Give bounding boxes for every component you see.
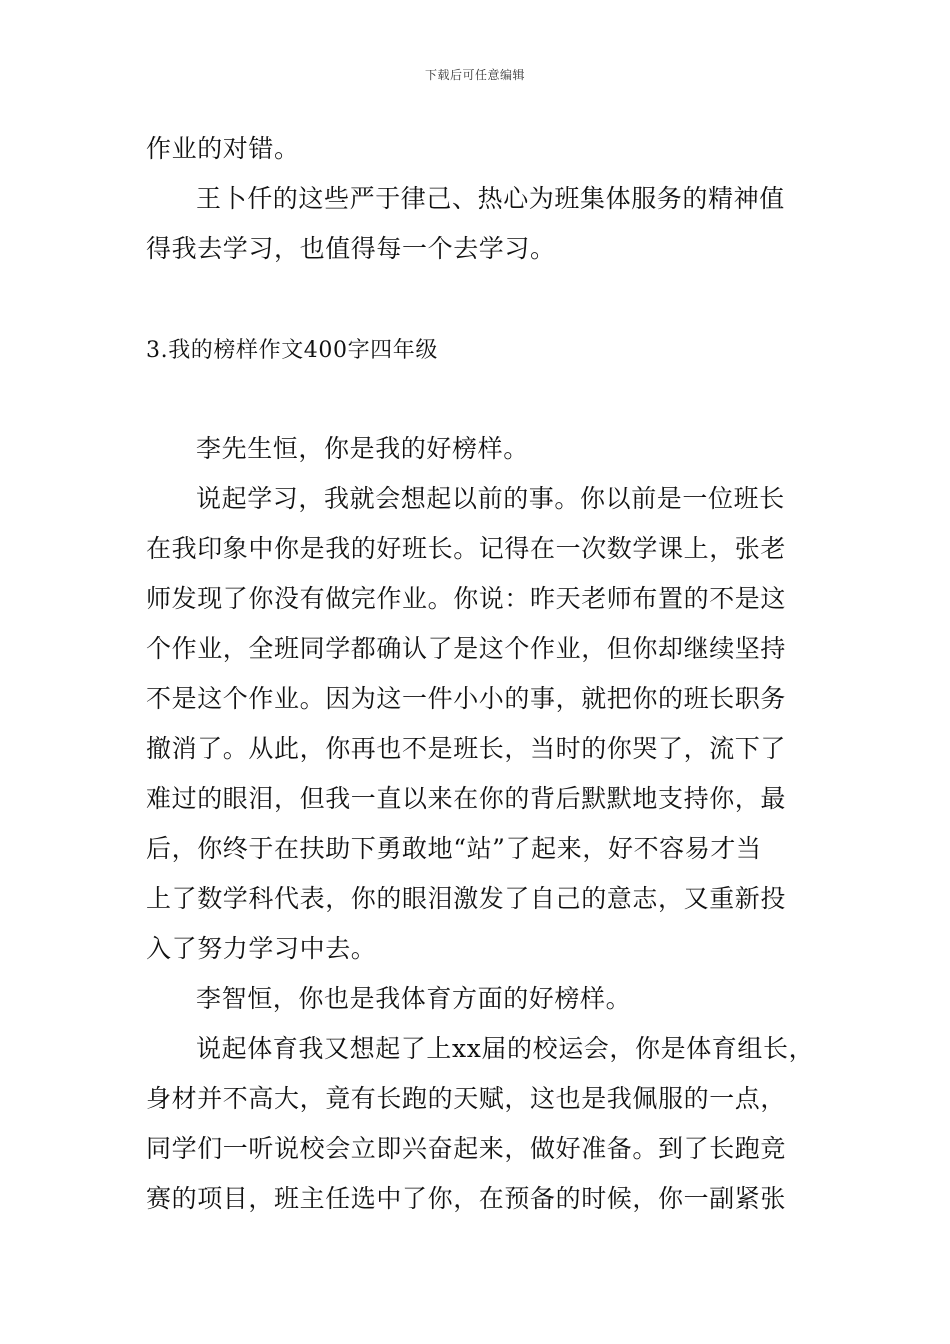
text-line: 李先生恒，你是我的好榜样。 [196,434,529,463]
text-line: 不是这个作业。因为这一件小小的事，就把你的班长职务 [146,684,787,713]
text-line: 说起体育我又想起了上xx届的校运会，你是体育组长， [196,1034,815,1063]
text-line: 撤消了。从此，你再也不是班长，当时的你哭了，流下了 [146,734,787,763]
text-line: 李智恒，你也是我体育方面的好榜样。 [196,984,632,1013]
text-line: 上了数学科代表，你的眼泪激发了自己的意志，又重新投 [146,884,787,913]
text-line: 作业的对错。 [146,134,300,163]
text-line: 在我印象中你是我的好班长。记得在一次数学课上，张老 [146,534,787,563]
text-line: 说起学习，我就会想起以前的事。你以前是一位班长 [196,484,785,513]
text-line: 师发现了你没有做完作业。你说：昨天老师布置的不是这 [146,584,787,613]
text-line: 入了努力学习中去。 [146,934,377,963]
section-heading: 3.我的榜样作文400字四年级 [146,338,438,363]
text-line: 身材并不高大，竟有长跑的天赋，这也是我佩服的一点， [146,1084,787,1113]
text-line: 后，你终于在扶助下勇敢地“站”了起来，好不容易才当 [146,834,762,863]
text-line: 同学们一听说校会立即兴奋起来，做好准备。到了长跑竞 [146,1134,787,1163]
text-line: 得我去学习，也值得每一个去学习。 [146,234,556,263]
header-note: 下载后可任意编辑 [424,68,525,82]
text-line: 王卜仟的这些严于律己、热心为班集体服务的精神值 [196,184,785,213]
text-line: 个作业，全班同学都确认了是这个作业，但你却继续坚持 [146,634,787,663]
text-line: 难过的眼泪，但我一直以来在你的背后默默地支持你，最 [146,784,787,813]
text-line: 赛的项目，班主任选中了你，在预备的时候，你一副紧张 [146,1184,787,1213]
